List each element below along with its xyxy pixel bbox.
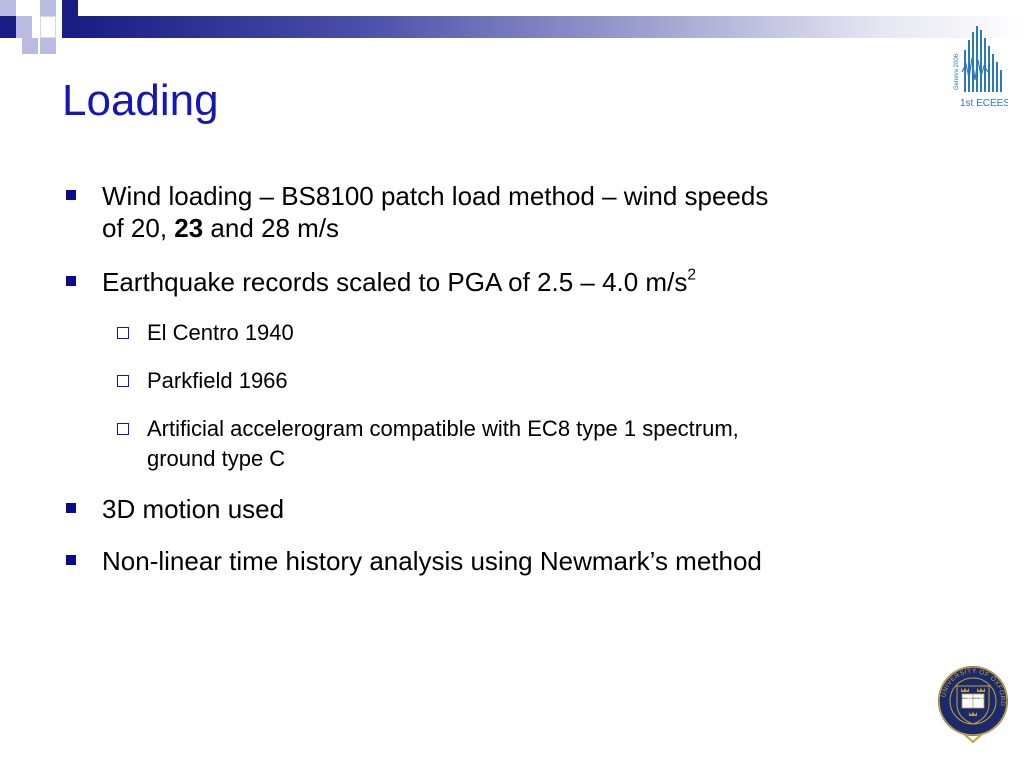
header-gradient-bar [78,16,1024,38]
sub-bullet-item [147,366,927,396]
sub-bullet-text: Parkfield 1966 [147,368,288,393]
hollow-square-icon [117,375,129,387]
bullet-marker-icon [66,276,76,286]
bullet-item [102,180,922,244]
deco-square [0,16,16,38]
bullet-marker-icon [66,503,76,513]
deco-square [62,16,78,38]
bullet-bold-value: 23 [174,213,204,243]
bullet-text-line: Wind loading – BS8100 patch load method – wind speeds [102,181,769,211]
ecees-side-text: Geneva 2006 [954,53,960,90]
deco-square [16,16,32,38]
bullet-text: Non-linear time history analysis using Newmark’s method [102,546,762,576]
bullet-text: Earthquake records scaled to PGA of 2.5 – 4.0 m/s [102,267,688,297]
bullet-text-fragment: and 28 m/s [203,213,340,243]
sub-bullet-item [147,414,927,474]
bullet-marker-icon [66,190,76,200]
oxford-ring-text: UNIVERSITY OF OXFORD [940,667,1007,707]
deco-square [62,0,78,16]
hollow-square-icon [117,423,129,435]
deco-square [40,0,56,16]
bullet-item [102,266,922,298]
superscript: 2 [687,266,697,284]
ecees-logo [944,20,1008,112]
bullet-item [102,545,922,577]
ecees-text: 1st ECEES [960,98,1008,109]
bullet-text: 3D motion used [102,494,285,524]
deco-square [0,0,16,16]
bullet-text-line [102,212,922,244]
deco-square [22,38,38,54]
sub-bullet-text-line: ground type C [147,446,286,471]
bullet-item [102,493,922,525]
oxford-crest-logo [936,664,1010,744]
deco-square [40,16,56,38]
slide-title: Loading [62,76,219,125]
bullet-text-fragment: of 20, [102,213,175,243]
sub-bullet-text: El Centro 1940 [147,320,294,345]
hollow-square-icon [117,327,129,339]
sub-bullet-text-line: Artificial accelerogram compatible with EC8 type 1 spectrum, [147,416,739,441]
deco-square [16,0,32,16]
oxford-book-text: DOMINUS ILLUMINATIO MEA [958,698,988,700]
sub-bullet-item [147,318,927,348]
bullet-marker-icon [66,555,76,565]
deco-square [40,38,56,54]
